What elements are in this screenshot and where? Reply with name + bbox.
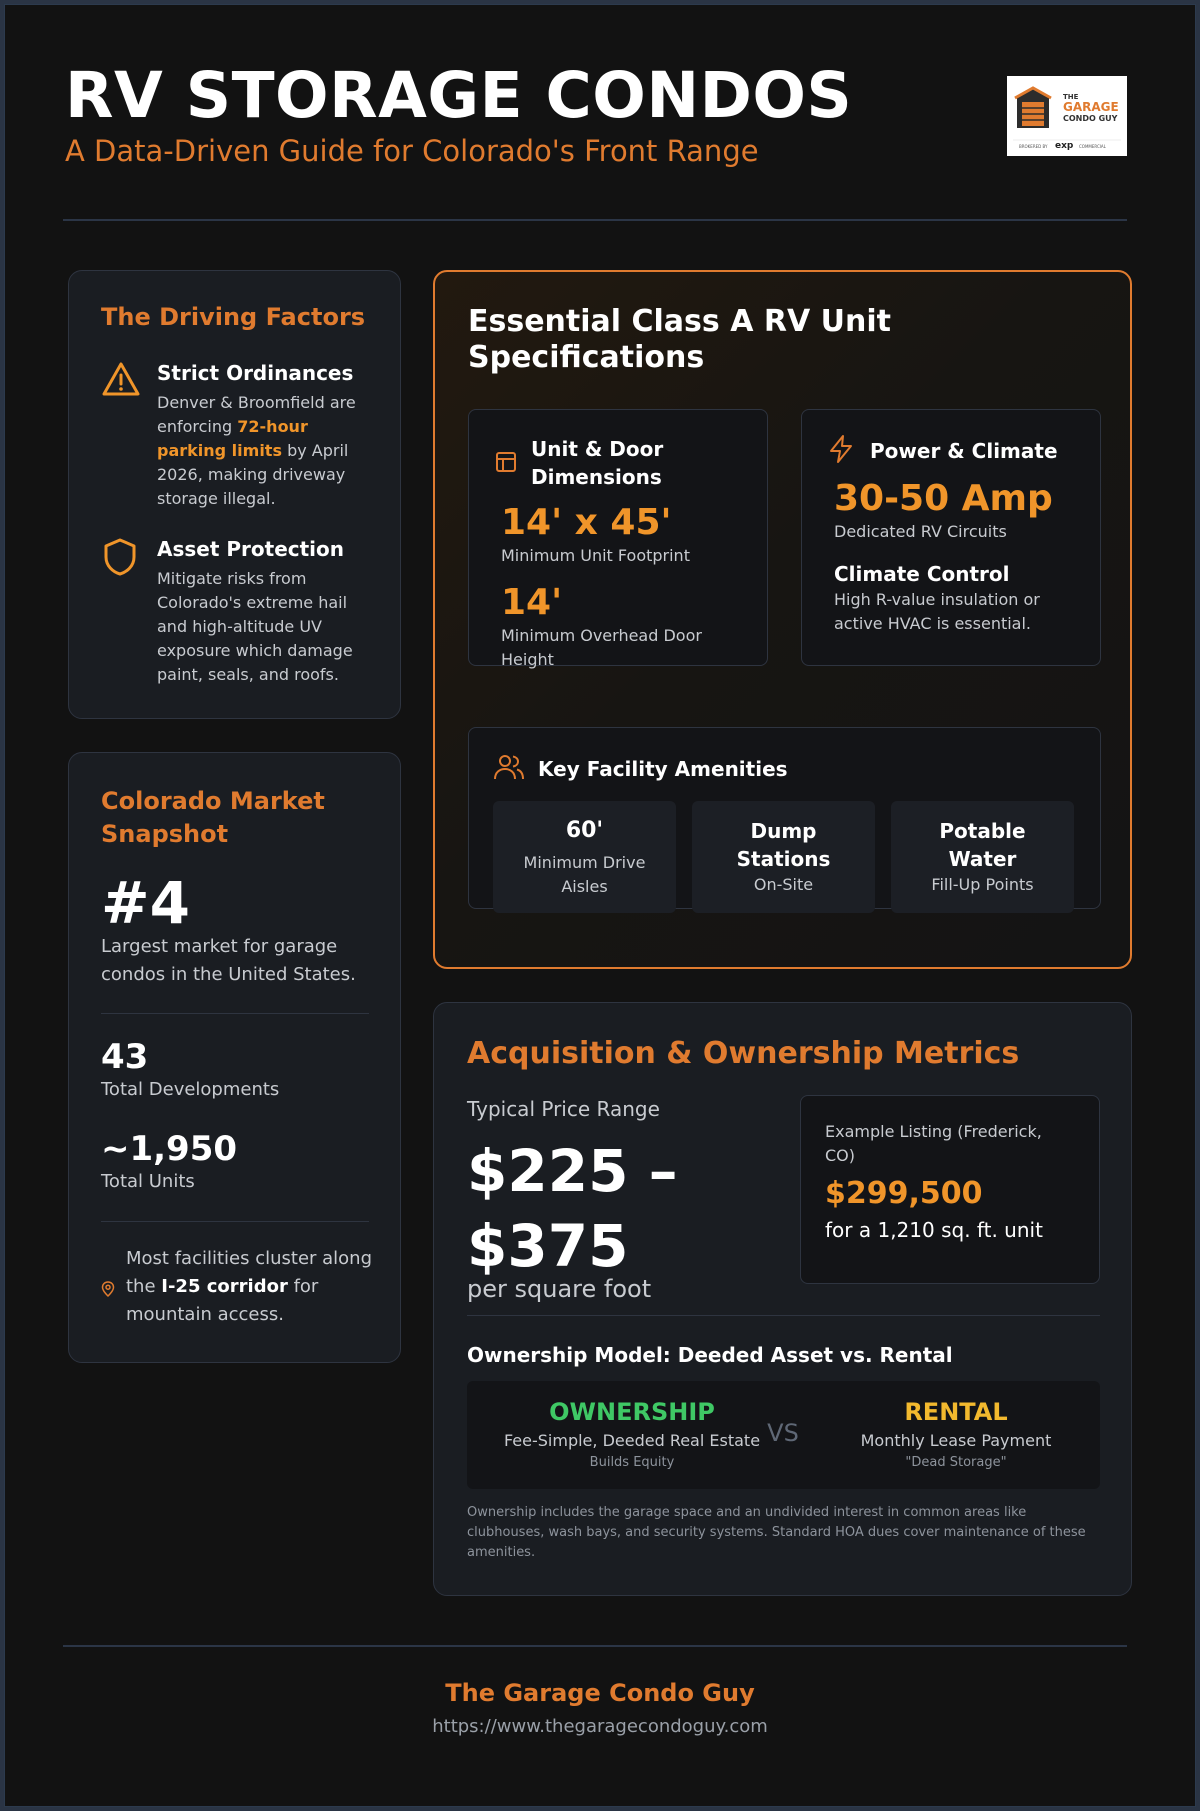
logo-broker-suffix: COMMERCIAL [1079, 144, 1106, 149]
factor-title-ordinances: Strict Ordinances [157, 361, 354, 385]
power-climate-panel [801, 409, 1101, 666]
facility-amenities-panel [468, 727, 1101, 909]
logo-brokered-by: BROKERED BY [1019, 144, 1048, 149]
users-icon [493, 752, 525, 782]
climate-control-text: High R-value insulation or active HVAC is essential. [834, 590, 1040, 633]
amenity-label: Fill-Up Points [931, 875, 1034, 894]
rental-note: "Dead Storage" [905, 1455, 1007, 1470]
example-listing-price: $299,500 [825, 1176, 983, 1211]
logo-line3: CONDO GUY [1063, 114, 1118, 123]
amp-label: Dedicated RV Circuits [834, 522, 1007, 541]
shield-icon [103, 537, 137, 577]
amenity-label: Minimum Drive Aisles [523, 853, 646, 896]
ownership-title: OWNERSHIP [549, 1398, 715, 1426]
door-height-value: 14' [501, 582, 563, 623]
rental-desc: Monthly Lease Payment [860, 1431, 1052, 1450]
price-range-label: Typical Price Range [467, 1097, 660, 1121]
vs-label: VS [767, 1419, 799, 1447]
acquisition-heading: Acquisition & Ownership Metrics [467, 1036, 1020, 1071]
amenity-dump-stations [692, 801, 875, 913]
climate-control-title: Climate Control [834, 562, 1010, 586]
lightning-bolt-icon [828, 434, 854, 464]
page-subtitle: A Data-Driven Guide for Colorado's Front Range [65, 134, 759, 168]
example-listing-panel [800, 1095, 1100, 1284]
market-heading: Colorado Market Snapshot [101, 787, 325, 848]
example-listing-desc: for a 1,210 sq. ft. unit [825, 1218, 1043, 1242]
market-cluster-text: Most facilities cluster along the I-25 corridor for mountain access. [126, 1248, 373, 1325]
footer-url[interactable]: https://www.thegaragecondoguy.com [432, 1716, 768, 1737]
units-value: ~1,950 [101, 1129, 238, 1169]
amenity-drive-aisles [493, 801, 676, 913]
example-listing-label: Example Listing (Frederick, CO) [825, 1122, 1042, 1165]
price-range-value-line1: $225 – [467, 1137, 678, 1205]
market-snapshot-card [68, 752, 401, 1363]
unit-door-dimensions-panel [468, 409, 768, 669]
header-divider [63, 219, 1127, 221]
unit-specifications-card [433, 270, 1132, 969]
power-climate-title: Power & Climate [870, 439, 1058, 463]
rental-title: RENTAL [904, 1398, 1008, 1426]
price-range-unit: per square foot [467, 1275, 652, 1303]
market-rank: #4 [101, 869, 190, 937]
price-range-value-line2: $375 [467, 1212, 629, 1280]
unit-footprint-label: Minimum Unit Footprint [501, 546, 690, 565]
logo-line1: THE [1063, 93, 1079, 101]
ownership-comparison [467, 1381, 1100, 1489]
developments-value: 43 [101, 1037, 149, 1077]
ownership-note: Builds Equity [589, 1455, 675, 1470]
factor-title-asset-protection: Asset Protection [157, 537, 345, 561]
driving-factors-heading: The Driving Factors [101, 303, 366, 331]
layout-icon [495, 451, 517, 473]
warning-triangle-icon [101, 361, 141, 397]
amp-value: 30-50 Amp [834, 478, 1053, 519]
market-divider-2 [101, 1221, 369, 1222]
amenity-value: 60' [565, 818, 604, 843]
specifications-heading: Essential Class A RV Unit Specifications [468, 304, 891, 375]
unit-dimensions-title: Unit & Door Dimensions [531, 437, 664, 489]
amenity-label: On-Site [753, 875, 814, 894]
units-label: Total Units [101, 1171, 195, 1192]
market-rank-text: Largest market for garage condos in the United States. [101, 936, 356, 985]
unit-footprint-value: 14' x 45' [501, 502, 672, 543]
ownership-side [467, 1397, 797, 1473]
amenities-title: Key Facility Amenities [538, 757, 788, 781]
door-height-label: Minimum Overhead Door Height [501, 626, 702, 669]
ownership-footnote: Ownership includes the garage space and an undivided interest in common areas like clubhouses, wash bays, and security systems. Standard HOA dues cover maintenance of these amenities. [467, 1505, 1086, 1560]
factor-text-ordinances: Denver & Broomfield are enforcing 72-hour parking limits by April 2026, making driveway storage illegal. [157, 393, 356, 508]
amenity-value: Potable Water [939, 819, 1026, 871]
footer-name: The Garage Condo Guy [445, 1679, 755, 1707]
ownership-model-heading: Ownership Model: Deeded Asset vs. Rental [467, 1343, 953, 1367]
market-divider-1 [101, 1013, 369, 1014]
driving-factors-card [68, 270, 401, 719]
footer-divider [63, 1645, 1127, 1647]
ownership-desc: Fee-Simple, Deeded Real Estate [503, 1431, 761, 1450]
amenity-potable-water [891, 801, 1074, 913]
garage-condo-guy-logo [1007, 76, 1127, 156]
acquisition-metrics-card [433, 1002, 1132, 1596]
page-title: RV STORAGE CONDOS [65, 59, 853, 132]
logo-line2: GARAGE [1063, 100, 1119, 114]
factor-text-asset-protection: Mitigate risks from Colorado's extreme hail and high-altitude UV exposure which damage paint, seals, and roofs. [157, 569, 353, 684]
rental-side [811, 1397, 1101, 1473]
amenity-value: Dump Stations [736, 819, 831, 871]
map-pin-icon [101, 1281, 115, 1297]
acquisition-divider [467, 1315, 1100, 1316]
developments-label: Total Developments [101, 1079, 280, 1100]
logo-broker: exp [1055, 141, 1074, 151]
